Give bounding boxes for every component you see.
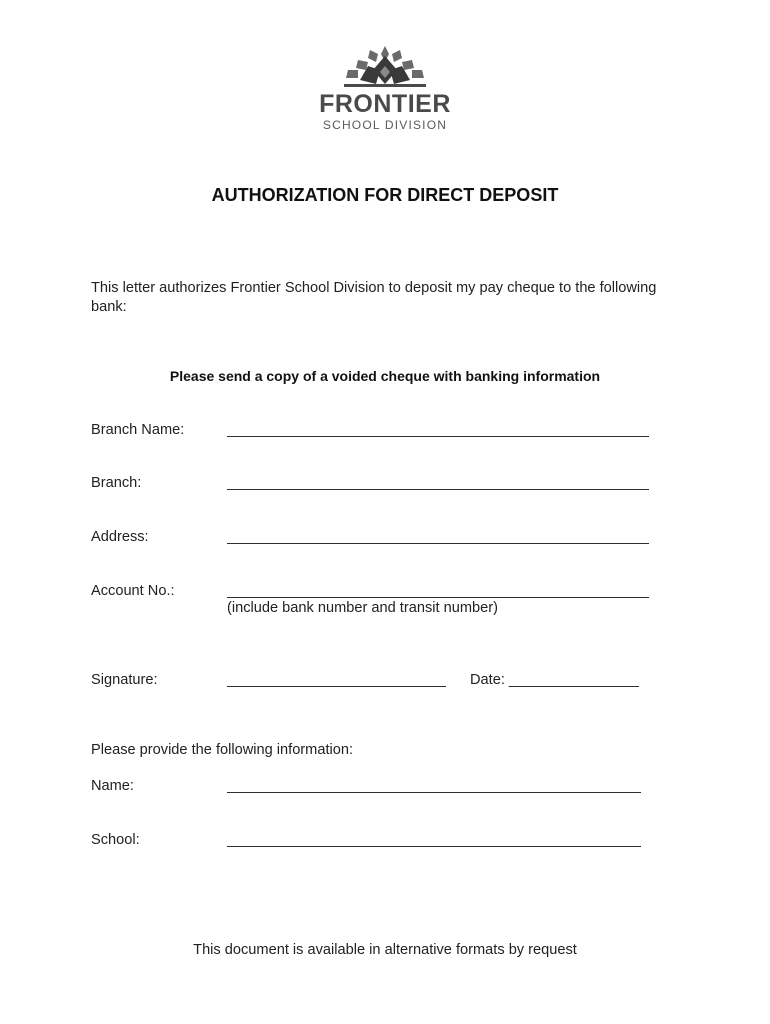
frontier-logo [300, 40, 470, 136]
name-field[interactable]: ___________________________________________________ [227, 778, 641, 794]
page-title: AUTHORIZATION FOR DIRECT DEPOSIT [211, 185, 559, 205]
account-number-hint: (include bank number and transit number) [227, 600, 498, 616]
voided-cheque-note: Please send a copy of a voided cheque with banking information [169, 368, 601, 384]
name-label: Name: [91, 778, 134, 794]
provide-info-heading: Please provide the following information: [91, 742, 354, 758]
star-blanket-icon [300, 40, 470, 90]
account-number-label: Account No.: [91, 583, 175, 599]
account-number-field[interactable]: ____________________________________________________ [227, 583, 650, 599]
signature-field[interactable]: ___________________________ [227, 672, 447, 688]
school-label: School: [91, 832, 140, 848]
alternative-formats-note: This document is available in alternative formats by request [193, 942, 577, 958]
address-label: Address: [91, 529, 149, 545]
date-field[interactable]: Date: ________________ [470, 672, 639, 688]
logo-subtitle: SCHOOL DIVISION [322, 118, 448, 132]
address-field[interactable]: ____________________________________________________ [227, 529, 650, 545]
branch-name-field[interactable]: ____________________________________________________ [227, 422, 650, 438]
school-field[interactable]: ___________________________________________________ [227, 832, 641, 848]
branch-label: Branch: [91, 475, 142, 491]
logo-wordmark: FRONTIER [319, 90, 451, 118]
branch-name-label: Branch Name: [91, 422, 185, 438]
branch-field[interactable]: ____________________________________________________ [227, 475, 650, 491]
signature-label: Signature: [91, 672, 158, 688]
intro-paragraph: This letter authorizes Frontier School Division to deposit my pay cheque to the following bank: [91, 280, 657, 315]
